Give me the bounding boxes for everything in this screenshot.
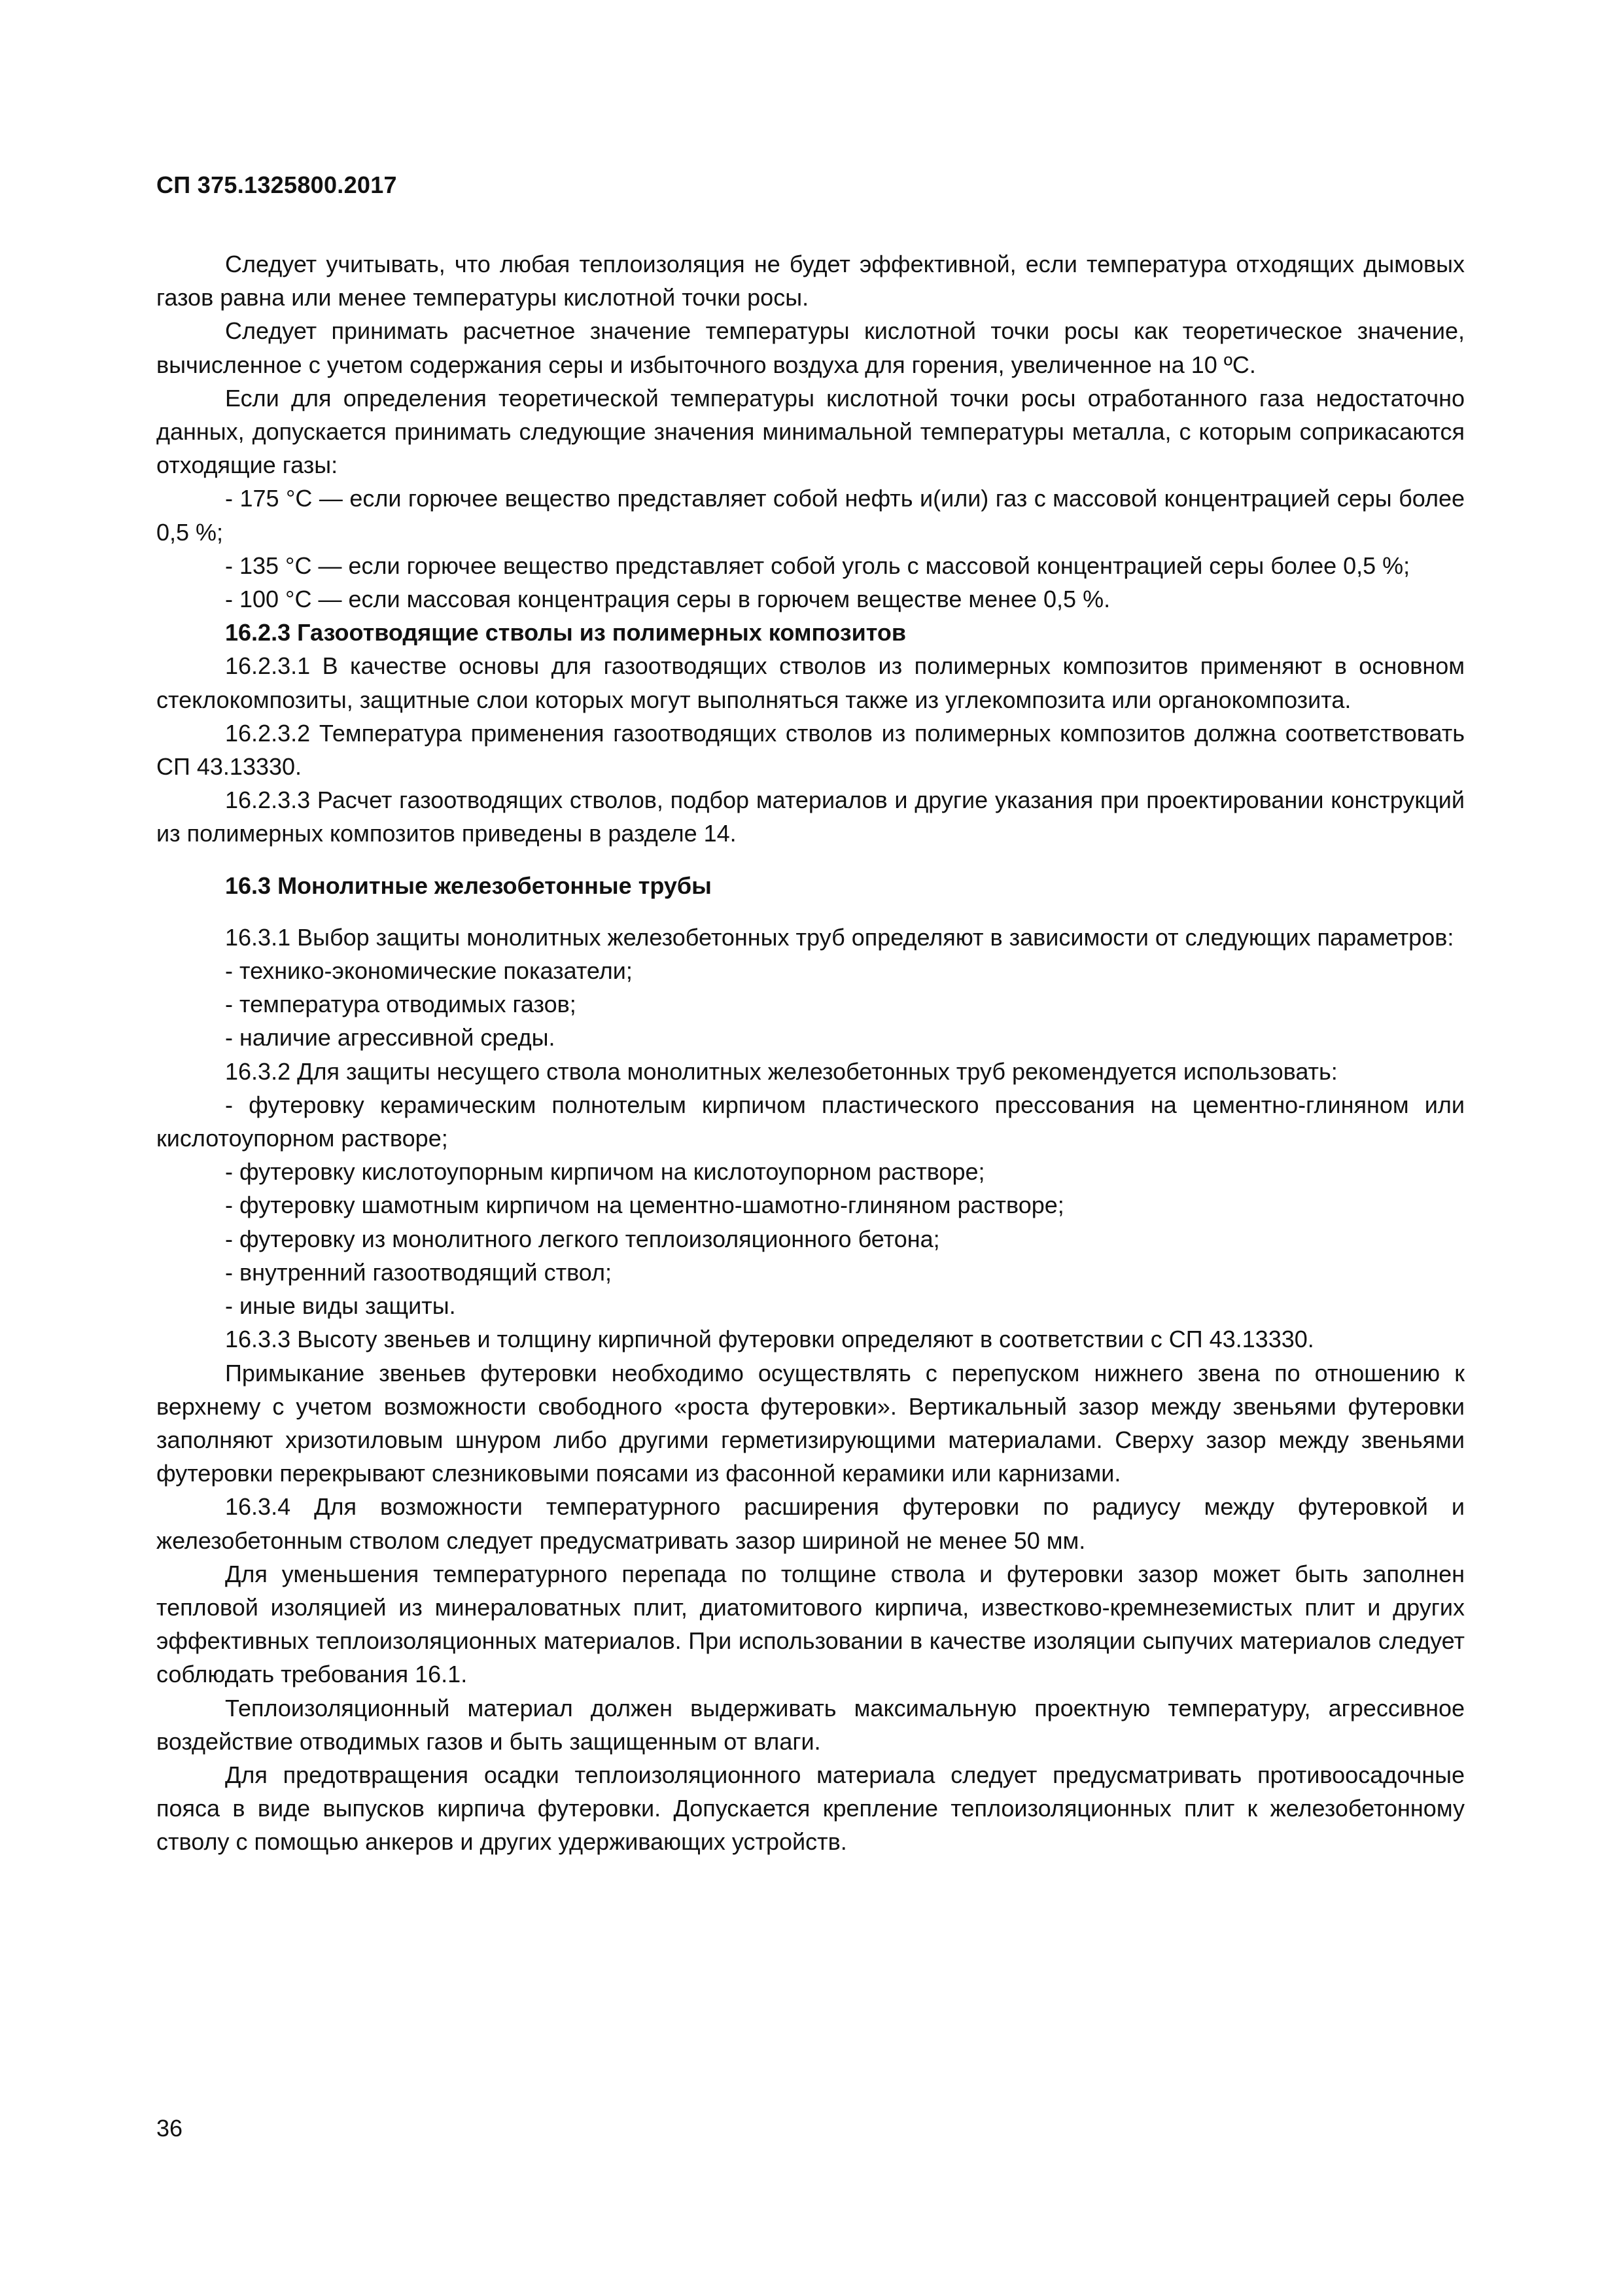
paragraph: 16.2.3.2 Температура применения газоотводящих стволов из полимерных композитов должна соответствовать СП 43.13330. (156, 719, 1465, 781)
section-heading-16-2-3: 16.2.3 Газоотводящие стволы из полимерных композитов (225, 619, 907, 646)
list-item: - температура отводимых газов; (225, 991, 576, 1018)
list-item: - иные виды защиты. (225, 1292, 456, 1320)
paragraph: 16.3.1 Выбор защиты монолитных железобетонных труб определяют в зависимости от следующих параметров: (225, 923, 1454, 951)
list-item: - футеровку из монолитного легкого теплоизоляционного бетона; (225, 1225, 940, 1252)
paragraph: 16.3.2 Для защиты несущего ствола монолитных железобетонных труб рекомендуется использовать: (225, 1057, 1338, 1085)
list-item: - 135 °С — если горючее вещество представляет собой уголь с массовой концентрацией серы более 0,5 %; (225, 552, 1410, 579)
list-item: - футеровку кислотоупорным кирпичом на кислотоупорном растворе; (225, 1158, 985, 1186)
list-item: - наличие агрессивной среды. (225, 1024, 555, 1051)
page-number: 36 (156, 2115, 183, 2142)
list-item: - 100 °С — если массовая концентрация серы в горючем веществе менее 0,5 %. (225, 586, 1111, 613)
paragraph: Для предотвращения осадки теплоизоляционного материала следует предусматривать противоосадочные пояса в виде выпусков кирпича футеровки. Допускается крепление теплоизоляционных плит к железобетонному стволу с помощью анкеров и других удерживающих устройств. (156, 1761, 1465, 1856)
list-item: - внутренний газоотводящий ствол; (225, 1258, 612, 1286)
paragraph: Теплоизоляционный материал должен выдерживать максимальную проектную температуру, агрессивное воздействие отводимых газов и быть защищенным от влаги. (156, 1694, 1465, 1755)
document-body (156, 247, 1465, 1859)
paragraph: 16.2.3.1 В качестве основы для газоотводящих стволов из полимерных композитов применяют в основном стеклокомпозиты, защитные слои которых могут выполняться также из углекомпозита или органокомпозита. (156, 652, 1465, 713)
paragraph: 16.3.3 Высоту звеньев и толщину кирпичной футеровки определяют в соответствии с СП 43.13330. (225, 1326, 1314, 1353)
document-code-header: СП 375.1325800.2017 (156, 171, 397, 198)
list-item: - футеровку шамотным кирпичом на цементно-шамотно-глиняном растворе; (225, 1192, 1064, 1219)
paragraph: 16.3.4 Для возможности температурного расширения футеровки по радиусу между футеровкой и железобетонным стволом следует предусматривать зазор шириной не менее 50 мм. (156, 1493, 1465, 1554)
paragraph: Примыкание звеньев футеровки необходимо осуществлять с перепуском нижнего звена по отношению к верхнему с учетом возможности свободного «роста футеровки». Вертикальный зазор между звеньями футеровки заполняют хризотиловым шнуром либо другими герметизирующими материалами. Сверху зазор между звеньями футеровки перекрывают слезниковыми поясами из фасонной керамики или карнизами. (156, 1359, 1465, 1487)
paragraph: Следует принимать расчетное значение температуры кислотной точки росы как теоретическое значение, вычисленное с учетом содержания серы и избыточного воздуха для горения, увеличенное на 10 ºС. (156, 317, 1465, 378)
paragraph: Следует учитывать, что любая теплоизоляция не будет эффективной, если температура отходящих дымовых газов равна или менее температуры кислотной точки росы. (156, 251, 1465, 311)
paragraph: 16.2.3.3 Расчет газоотводящих стволов, подбор материалов и другие указания при проектировании конструкций из полимерных композитов приведены в разделе 14. (156, 786, 1465, 847)
section-heading-16-3: 16.3 Монолитные железобетонные трубы (225, 872, 712, 899)
list-item: - 175 °С — если горючее вещество представляет собой нефть и(или) газ с массовой концентрацией серы более 0,5 %; (156, 485, 1465, 546)
paragraph: Если для определения теоретической температуры кислотной точки росы отработанного газа недостаточно данных, допускается принимать следующие значения минимальной температуры металла, с которым соприкасаются отходящие газы: (156, 384, 1465, 479)
list-item: - технико-экономические показатели; (225, 957, 633, 985)
list-item: - футеровку керамическим полнотелым кирпичом пластического прессования на цементно-глиняном или кислотоупорном растворе; (156, 1091, 1465, 1152)
paragraph: Для уменьшения температурного перепада по толщине ствола и футеровки зазор может быть заполнен тепловой изоляцией из минераловатных плит, диатомитового кирпича, известково-кремнеземистых плит и других эффективных теплоизоляционных материалов. При использовании в качестве изоляции сыпучих материалов следует соблюдать требования 16.1. (156, 1560, 1465, 1688)
